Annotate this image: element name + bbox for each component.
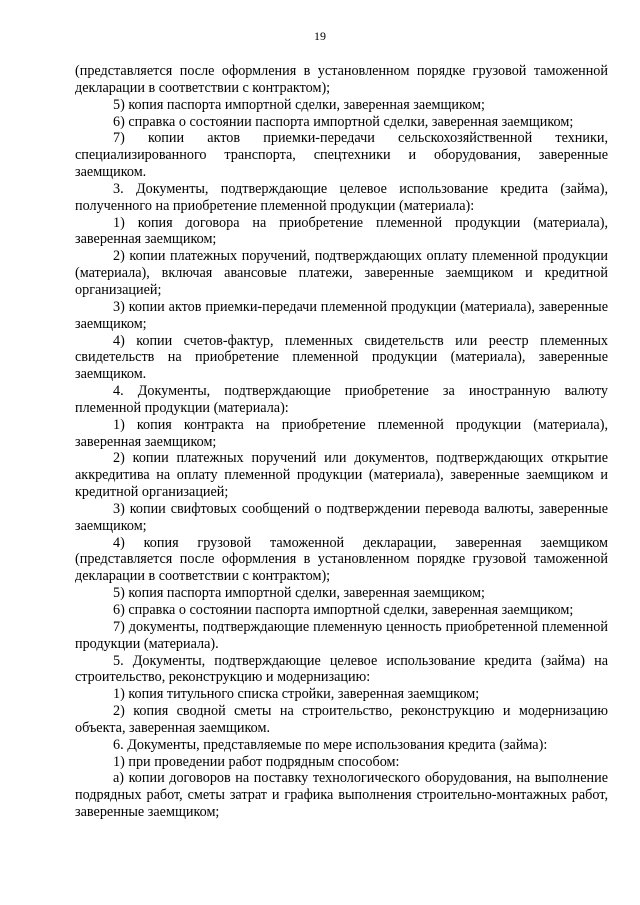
paragraph: 7) копии актов приемки-передачи сельскохозяйственной техники, специализированного транспорта, спецтехники и оборудования, заверенные заемщиком.: [75, 130, 608, 181]
paragraph: (представляется после оформления в установленном порядке грузовой таможенной декларации в соответствии с контрактом);: [75, 63, 608, 96]
paragraph: 7) документы, подтверждающие племенную ценность приобретенной племенной продукции (материала).: [75, 618, 608, 652]
paragraph: 1) при проведении работ подрядным способом:: [113, 753, 400, 770]
paragraph: 1) копия контракта на приобретение племенной продукции (материала), заверенная заемщиком;: [75, 416, 608, 450]
paragraph: 2) копии платежных поручений или документов, подтверждающих открытие аккредитива на оплату племенной продукции (материала), заверенные заемщиком и кредитной организацией;: [75, 450, 608, 501]
paragraph: 5) копия паспорта импортной сделки, заверенная заемщиком;: [113, 96, 485, 113]
paragraph: 5. Документы, подтверждающие целевое использование кредита (займа) на строительство, реконструкцию и модернизацию:: [75, 652, 608, 686]
document-body: [75, 63, 608, 821]
paragraph: 3) копии свифтовых сообщений о подтверждении перевода валюты, заверенные заемщиком;: [75, 500, 608, 534]
paragraph: 4) копии счетов-фактур, племенных свидетельств или реестр племенных свидетельств на приобретение племенной продукции (материала), заверенные заемщиком.: [75, 332, 608, 383]
paragraph: 3) копии актов приемки-передачи племенной продукции (материала), заверенные заемщиком;: [75, 298, 608, 332]
paragraph: 4) копия грузовой таможенной декларации, заверенная заемщиком (представляется после оформления в установленном порядке грузовой таможенной декларации в соответствии с контрактом);: [75, 534, 608, 585]
paragraph: 2) копия сводной сметы на строительство, реконструкцию и модернизацию объекта, заверенная заемщиком.: [75, 703, 608, 736]
paragraph: 1) копия титульного списка стройки, заверенная заемщиком;: [113, 686, 480, 703]
paragraph: 3. Документы, подтверждающие целевое использование кредита (займа), полученного на приобретение племенной продукции (материала):: [75, 180, 608, 214]
paragraph: 6) справка о состоянии паспорта импортной сделки, заверенная заемщиком;: [113, 113, 574, 130]
paragraph: 4. Документы, подтверждающие приобретение за иностранную валюту племенной продукции (материала):: [75, 383, 608, 416]
paragraph: а) копии договоров на поставку технологического оборудования, на выполнение подрядных работ, сметы затрат и графика выполнения строительно-монтажных работ, заверенные заемщиком;: [75, 770, 608, 821]
page-number: 19: [314, 29, 326, 43]
paragraph: 6) справка о состоянии паспорта импортной сделки, заверенная заемщиком;: [113, 602, 574, 618]
paragraph: 2) копии платежных поручений, подтверждающих оплату племенной продукции (материала), включая авансовые платежи, заверенные заемщиком и кредитной организацией;: [75, 248, 608, 298]
paragraph: 1) копия договора на приобретение племенной продукции (материала), заверенная заемщиком;: [75, 214, 608, 248]
paragraph: 6. Документы, представляемые по мере использования кредита (займа):: [113, 736, 548, 753]
paragraph: 5) копия паспорта импортной сделки, заверенная заемщиком;: [113, 585, 485, 602]
